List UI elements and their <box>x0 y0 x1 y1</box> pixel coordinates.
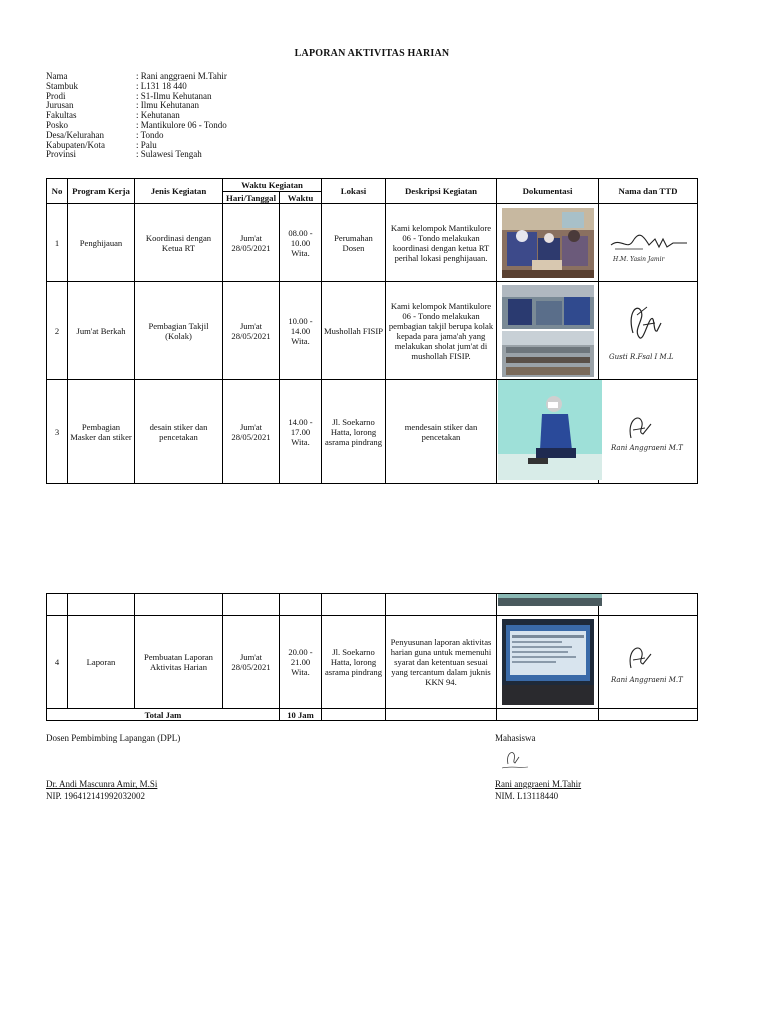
row-deskripsi: Kami kelompok Mantikulore 06 - Tondo melakukan pembagian takjil berupa kolak kepada para jama'ah yang melakukan sholat jum'at di mushollah FISIP. <box>386 282 497 380</box>
signature-2-text: Gusti R.Fsal I M.L <box>609 352 674 361</box>
row-jenis: Pembuatan Laporan Aktivitas Harian <box>135 616 223 709</box>
row-dokumentasi <box>497 282 599 380</box>
info-row-stambuk: Stambuk : L131 18 440 <box>46 80 187 91</box>
row-jenis: Koordinasi dengan Ketua RT <box>135 204 223 282</box>
info-row-jurusan: Jurusan : Ilmu Kehutanan <box>46 100 199 111</box>
row-deskripsi: Penyusunan laporan aktivitas harian guna untuk memenuhi syarat dan ketentuan sesuai yang tercantum dalam juknis KKN 94. <box>386 616 497 709</box>
signature-1-text: H.M. Yasin Jamir <box>613 255 665 263</box>
mahasiswa-name: Rani anggraeni M.Tahir <box>495 779 582 789</box>
signature-3-text: Rani Anggraeni M.T <box>611 443 683 452</box>
row-waktu: 08.00 - 10.00 Wita. <box>280 204 322 282</box>
row-no: 4 <box>47 616 68 709</box>
header-no: No <box>47 179 68 204</box>
total-label: Total Jam <box>47 709 280 721</box>
dpl-name: Dr. Andi Mascunra Amir, M.Si <box>46 779 158 789</box>
dpl-nip: NIP. 196412141992032002 <box>46 791 146 801</box>
student-info <box>46 72 227 160</box>
row-lokasi: Jl. Soekarno Hatta, lorong asrama pindrang <box>322 380 386 484</box>
header-waktu-kegiatan: Waktu Kegiatan <box>223 179 322 192</box>
row-ttd <box>599 282 698 380</box>
photo-meeting-image <box>502 208 594 278</box>
photo-laptop-image <box>502 619 594 705</box>
row-deskripsi: mendesain stiker dan pencetakan <box>386 380 497 484</box>
row-hari: Jum'at 28/05/2021 <box>223 282 280 380</box>
table-row <box>47 282 698 380</box>
photo-takjil-image <box>502 285 594 377</box>
header-hari: Hari/Tanggal <box>223 192 280 204</box>
row-dokumentasi <box>497 204 599 282</box>
row-lokasi: Mushollah FISIP <box>322 282 386 380</box>
report-title: LAPORAN AKTIVITAS HARIAN <box>294 48 450 59</box>
mahasiswa-nim: NIM. L13118440 <box>495 791 559 801</box>
table-row <box>47 380 698 484</box>
total-row <box>47 709 698 721</box>
photo-sticker-continued-image <box>498 594 602 606</box>
row-waktu: 10.00 - 14.00 Wita. <box>280 282 322 380</box>
info-row-kabupaten: Kabupaten/Kota : Palu <box>46 139 157 150</box>
header-ttd: Nama dan TTD <box>599 179 698 204</box>
header-jenis: Jenis Kegiatan <box>135 179 223 204</box>
info-row-posko: Posko : Mantikulore 06 - Tondo <box>46 119 227 130</box>
row-dokumentasi <box>497 380 599 484</box>
header-dokumentasi: Dokumentasi <box>497 179 599 204</box>
total-value: 10 Jam <box>280 709 322 721</box>
info-row-prodi: Prodi : S1-Ilmu Kehutanan <box>46 90 212 101</box>
row-program: Pembagian Masker dan stiker <box>68 380 135 484</box>
signature-1-image <box>603 221 693 265</box>
row-no: 2 <box>47 282 68 380</box>
activity-table-continued <box>46 593 698 721</box>
row-ttd <box>599 380 698 484</box>
mahasiswa-label: Mahasiswa <box>495 733 536 743</box>
table-row-continuation <box>47 594 698 616</box>
row-lokasi: Perumahan Dosen <box>322 204 386 282</box>
row-hari: Jum'at 28/05/2021 <box>223 204 280 282</box>
table-row <box>47 204 698 282</box>
info-row-desa: Desa/Kelurahan : Tondo <box>46 129 164 140</box>
info-row-nama: Nama : Rani anggraeni M.Tahir <box>46 71 227 81</box>
row-lokasi: Jl. Soekarno Hatta, lorong asrama pindrang <box>322 616 386 709</box>
header-deskripsi: Deskripsi Kegiatan <box>386 179 497 204</box>
dpl-label: Dosen Pembimbing Lapangan (DPL) <box>46 733 181 743</box>
signature-4-image <box>603 632 693 692</box>
row-hari: Jum'at 28/05/2021 <box>223 380 280 484</box>
photo-sticker-image <box>498 380 602 480</box>
table-row <box>47 616 698 709</box>
info-row-provinsi: Provinsi : Sulawesi Tengah <box>46 149 202 160</box>
row-dokumentasi <box>497 616 599 709</box>
row-no: 1 <box>47 204 68 282</box>
row-hari: Jum'at 28/05/2021 <box>223 616 280 709</box>
row-waktu: 14.00 - 17.00 Wita. <box>280 380 322 484</box>
row-jenis: desain stiker dan pencetakan <box>135 380 223 484</box>
header-lokasi: Lokasi <box>322 179 386 204</box>
row-waktu: 20.00 - 21.00 Wita. <box>280 616 322 709</box>
row-ttd <box>599 616 698 709</box>
signature-4-text: Rani Anggraeni M.T <box>611 676 683 684</box>
row-deskripsi: Kami kelompok Mantikulore 06 - Tondo melakukan koordinasi dengan ketua RT perihal lokasi penghijauan. <box>386 204 497 282</box>
signature-2-image <box>603 293 693 369</box>
row-jenis: Pembagian Takjil (Kolak) <box>135 282 223 380</box>
info-row-fakultas: Fakultas : Kehutanan <box>46 110 180 121</box>
row-program: Jum'at Berkah <box>68 282 135 380</box>
header-program: Program Kerja <box>68 179 135 204</box>
row-ttd <box>599 204 698 282</box>
mahasiswa-signature-image <box>498 746 532 772</box>
header-waktu: Waktu <box>280 192 322 204</box>
row-program: Laporan <box>68 616 135 709</box>
row-no: 3 <box>47 380 68 484</box>
activity-table <box>46 178 698 484</box>
row-program: Penghijauan <box>68 204 135 282</box>
signature-3-image <box>603 402 693 462</box>
